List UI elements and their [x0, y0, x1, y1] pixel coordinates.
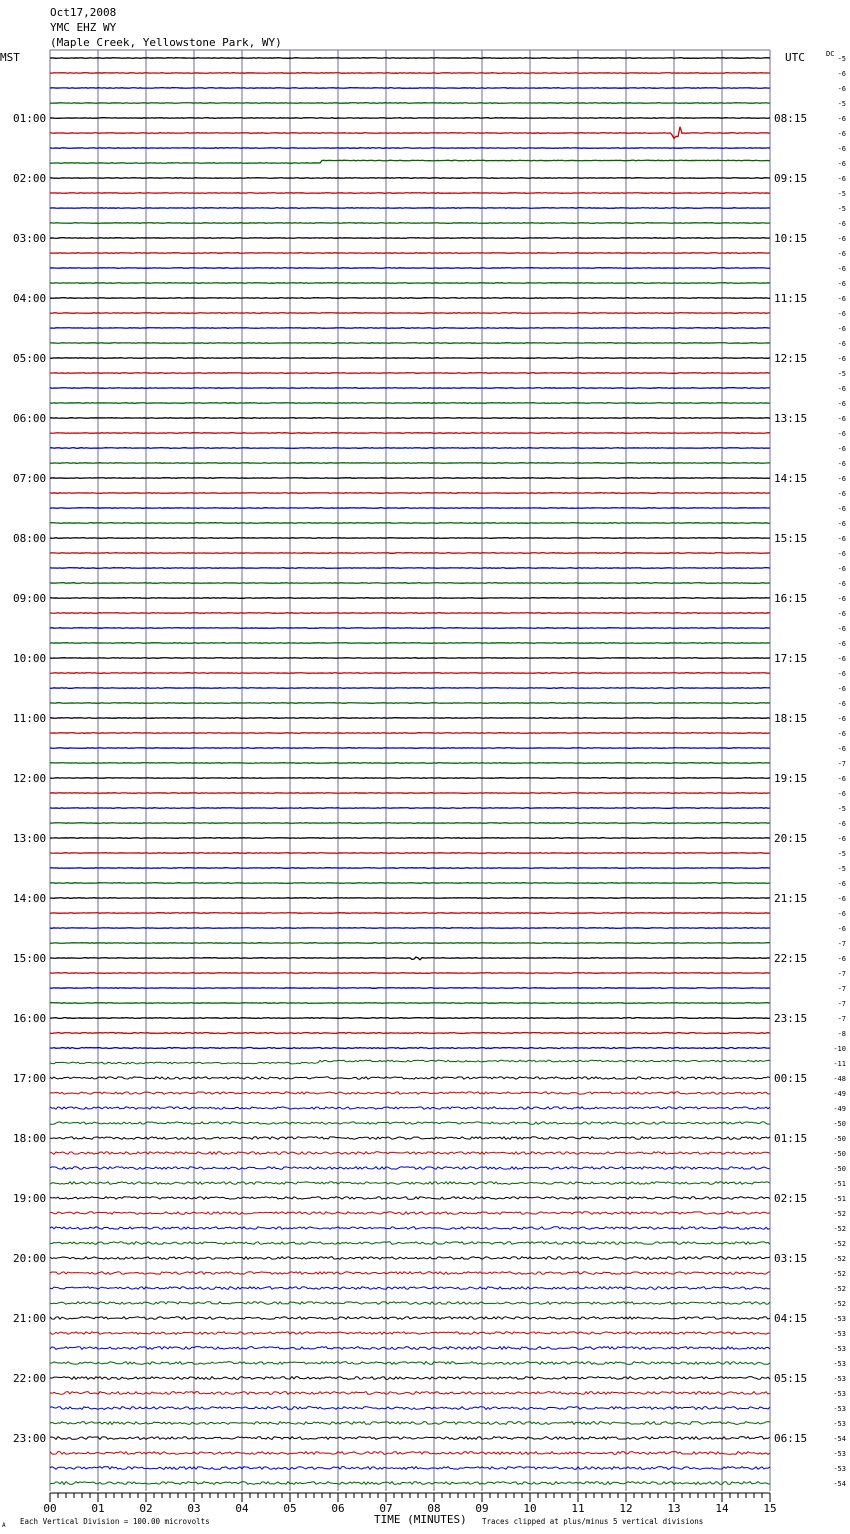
trace-36	[50, 598, 770, 599]
trace-63	[50, 1003, 770, 1004]
trace-29	[50, 493, 770, 494]
mst-label-1500: 15:00	[13, 952, 47, 965]
dc-offset-34: -6	[837, 565, 846, 573]
dc-offset-68: -48	[833, 1075, 846, 1083]
dc-offset-76: -51	[833, 1195, 846, 1203]
mst-label-2200: 22:00	[13, 1372, 47, 1385]
dc-offset-30: -6	[837, 505, 846, 513]
chart-station: YMC EHZ WY	[50, 21, 117, 34]
dc-offset-81: -52	[833, 1270, 846, 1278]
mst-label-1800: 18:00	[13, 1132, 47, 1145]
tick-label-09: 09	[475, 1502, 489, 1515]
dc-offset-28: -6	[837, 475, 846, 483]
dc-offset-18: -6	[837, 325, 846, 333]
trace-80	[50, 1257, 770, 1260]
utc-label-2215: 22:15	[774, 952, 808, 965]
dc-offset-17: -6	[837, 310, 846, 318]
trace-7	[50, 160, 770, 163]
chart-date: Oct17,2008	[50, 6, 117, 19]
dc-offset-73: -50	[833, 1150, 846, 1158]
dc-offset-11: -6	[837, 220, 846, 228]
trace-92	[50, 1437, 770, 1440]
dc-offset-59: -7	[837, 940, 846, 948]
utc-label-0115: 01:15	[774, 1132, 808, 1145]
dc-offset-1: -6	[837, 70, 846, 78]
trace-12	[50, 238, 770, 239]
mst-label-2000: 20:00	[13, 1252, 47, 1265]
trace-14	[50, 268, 770, 269]
trace-37	[50, 613, 770, 614]
trace-68	[50, 1077, 770, 1079]
dc-offset-8: -6	[837, 175, 846, 183]
mst-label-1900: 19:00	[13, 1192, 47, 1205]
trace-4	[50, 118, 770, 119]
trace-78	[50, 1227, 770, 1230]
dc-offset-21: -5	[837, 370, 846, 378]
tick-label-03: 03	[187, 1502, 201, 1515]
dc-offset-46: -6	[837, 745, 846, 753]
dc-offset-65: -8	[837, 1030, 846, 1038]
dc-offset-42: -6	[837, 685, 846, 693]
trace-75	[50, 1182, 770, 1185]
utc-label-1115: 11:15	[774, 292, 808, 305]
tick-label-00: 00	[43, 1502, 57, 1515]
trace-31	[50, 523, 770, 524]
trace-87	[50, 1362, 770, 1365]
dc-offset-61: -7	[837, 970, 846, 978]
trace-79	[50, 1242, 770, 1245]
trace-25	[50, 433, 770, 434]
trace-28	[50, 478, 770, 479]
dc-offset-77: -52	[833, 1210, 846, 1218]
tick-label-10: 10	[523, 1502, 537, 1515]
mst-label-1600: 16:00	[13, 1012, 47, 1025]
utc-label-1715: 17:15	[774, 652, 808, 665]
trace-33	[50, 553, 770, 554]
dc-offset-27: -6	[837, 460, 846, 468]
dc-offset-22: -6	[837, 385, 846, 393]
dc-offset-32: -6	[837, 535, 846, 543]
trace-41	[50, 673, 770, 674]
trace-11	[50, 223, 770, 224]
trace-6	[50, 148, 770, 149]
dc-offset-87: -53	[833, 1360, 846, 1368]
mst-label-1200: 12:00	[13, 772, 47, 785]
utc-label-0415: 04:15	[774, 1312, 808, 1325]
dc-offset-54: -5	[837, 865, 846, 873]
trace-44	[50, 718, 770, 719]
dc-offset-0: -5	[837, 55, 846, 63]
dc-offset-6: -6	[837, 145, 846, 153]
dc-offset-37: -6	[837, 610, 846, 618]
trace-26	[50, 448, 770, 449]
utc-label-1515: 15:15	[774, 532, 808, 545]
mst-label-0500: 05:00	[13, 352, 47, 365]
trace-58	[50, 928, 770, 929]
trace-84	[50, 1317, 770, 1320]
dc-offset-62: -7	[837, 985, 846, 993]
trace-42	[50, 688, 770, 689]
x-axis-title: TIME (MINUTES)	[374, 1513, 467, 1526]
mst-label-2100: 21:00	[13, 1312, 47, 1325]
trace-48	[50, 778, 770, 779]
trace-8	[50, 178, 770, 179]
trace-85	[50, 1332, 770, 1335]
tick-label-11: 11	[571, 1502, 585, 1515]
dc-offset-84: -53	[833, 1315, 846, 1323]
mst-label-1000: 10:00	[13, 652, 47, 665]
trace-86	[50, 1347, 770, 1350]
trace-46	[50, 748, 770, 749]
dc-offset-15: -6	[837, 280, 846, 288]
trace-24	[50, 418, 770, 419]
dc-offset-88: -53	[833, 1375, 846, 1383]
mst-label-1400: 14:00	[13, 892, 47, 905]
dc-offset-12: -6	[837, 235, 846, 243]
trace-93	[50, 1452, 770, 1455]
trace-74	[50, 1167, 770, 1170]
trace-53	[50, 853, 770, 854]
chart-location: (Maple Creek, Yellowstone Park, WY)	[50, 36, 282, 49]
trace-73	[50, 1152, 770, 1155]
dc-offset-79: -52	[833, 1240, 846, 1248]
dc-offset-24: -6	[837, 415, 846, 423]
trace-30	[50, 508, 770, 509]
dc-offset-47: -7	[837, 760, 846, 768]
trace-95	[50, 1482, 770, 1485]
trace-88	[50, 1377, 770, 1380]
trace-67	[50, 1060, 770, 1064]
trace-55	[50, 883, 770, 884]
dc-offset-26: -6	[837, 445, 846, 453]
dc-offset-83: -52	[833, 1300, 846, 1308]
tick-label-02: 02	[139, 1502, 153, 1515]
utc-label-0915: 09:15	[774, 172, 808, 185]
tick-label-13: 13	[667, 1502, 681, 1515]
mst-label-0300: 03:00	[13, 232, 47, 245]
mst-label-0800: 08:00	[13, 532, 47, 545]
trace-18	[50, 328, 770, 329]
utc-axis-label: UTC	[785, 51, 805, 64]
trace-81	[50, 1272, 770, 1275]
trace-89	[50, 1392, 770, 1395]
trace-34	[50, 568, 770, 569]
dc-offset-82: -52	[833, 1285, 846, 1293]
trace-90	[50, 1407, 770, 1410]
trace-65	[50, 1033, 770, 1034]
trace-45	[50, 733, 770, 734]
mst-label-0600: 06:00	[13, 412, 47, 425]
dc-offset-63: -7	[837, 1000, 846, 1008]
corner-mark: A	[2, 1522, 6, 1529]
trace-77	[50, 1212, 770, 1215]
dc-offset-92: -54	[833, 1435, 846, 1443]
dc-offset-51: -6	[837, 820, 846, 828]
trace-1	[50, 73, 770, 74]
trace-group	[50, 58, 770, 1485]
mst-axis-label: MST	[0, 51, 20, 64]
trace-94	[50, 1467, 770, 1470]
dc-offset-43: -6	[837, 700, 846, 708]
trace-72	[50, 1137, 770, 1140]
mst-label-0100: 01:00	[13, 112, 47, 125]
trace-9	[50, 193, 770, 194]
trace-2	[50, 88, 770, 89]
dc-offset-2: -6	[837, 85, 846, 93]
dc-offset-45: -6	[837, 730, 846, 738]
mst-label-2300: 23:00	[13, 1432, 47, 1445]
trace-60	[50, 957, 770, 960]
mst-label-1100: 11:00	[13, 712, 47, 725]
dc-offset-71: -50	[833, 1120, 846, 1128]
dc-offset-95: -54	[833, 1480, 846, 1488]
utc-label-1915: 19:15	[774, 772, 808, 785]
dc-offset-23: -6	[837, 400, 846, 408]
trace-57	[50, 913, 770, 914]
trace-70	[50, 1107, 770, 1109]
dc-offset-89: -53	[833, 1390, 846, 1398]
dc-offset-10: -5	[837, 205, 846, 213]
dc-offset-38: -6	[837, 625, 846, 633]
trace-39	[50, 643, 770, 644]
trace-35	[50, 583, 770, 584]
mst-tick-labels	[13, 112, 46, 1445]
dc-offset-50: -5	[837, 805, 846, 813]
utc-label-0315: 03:15	[774, 1252, 808, 1265]
trace-56	[50, 898, 770, 899]
dc-axis-label: DC	[826, 50, 835, 58]
trace-16	[50, 298, 770, 299]
dc-offset-72: -50	[833, 1135, 846, 1143]
dc-offset-13: -6	[837, 250, 846, 258]
trace-43	[50, 703, 770, 704]
trace-3	[50, 103, 770, 104]
dc-offset-29: -6	[837, 490, 846, 498]
clip-note: Traces clipped at plus/minus 5 vertical divisions	[482, 1517, 704, 1526]
trace-62	[50, 988, 770, 989]
dc-offset-91: -53	[833, 1420, 846, 1428]
dc-offset-36: -6	[837, 595, 846, 603]
tick-label-07: 07	[379, 1502, 393, 1515]
tick-label-15: 15	[763, 1502, 777, 1515]
tick-label-05: 05	[283, 1502, 297, 1515]
utc-tick-labels	[774, 112, 807, 1445]
trace-91	[50, 1422, 770, 1425]
dc-offset-58: -6	[837, 925, 846, 933]
dc-offset-93: -53	[833, 1450, 846, 1458]
dc-offset-67: -11	[833, 1060, 846, 1068]
trace-40	[50, 658, 770, 659]
dc-offset-52: -6	[837, 835, 846, 843]
minute-grid	[50, 50, 770, 1491]
dc-offset-4: -6	[837, 115, 846, 123]
trace-32	[50, 538, 770, 539]
dc-offset-74: -50	[833, 1165, 846, 1173]
trace-27	[50, 463, 770, 464]
utc-label-0815: 08:15	[774, 112, 808, 125]
trace-17	[50, 313, 770, 314]
dc-offset-35: -6	[837, 580, 846, 588]
utc-label-1615: 16:15	[774, 592, 808, 605]
trace-82	[50, 1287, 770, 1290]
utc-label-2015: 20:15	[774, 832, 808, 845]
utc-label-2315: 23:15	[774, 1012, 808, 1025]
tick-label-14: 14	[715, 1502, 729, 1515]
utc-label-1815: 18:15	[774, 712, 808, 725]
dc-offset-40: -6	[837, 655, 846, 663]
utc-label-0615: 06:15	[774, 1432, 808, 1445]
dc-offset-75: -51	[833, 1180, 846, 1188]
tick-label-08: 08	[427, 1502, 441, 1515]
trace-5	[50, 127, 770, 139]
dc-offset-20: -6	[837, 355, 846, 363]
dc-offset-3: -5	[837, 100, 846, 108]
utc-label-0015: 00:15	[774, 1072, 808, 1085]
trace-19	[50, 343, 770, 344]
dc-offset-60: -6	[837, 955, 846, 963]
mst-label-0200: 02:00	[13, 172, 47, 185]
dc-offset-70: -49	[833, 1105, 846, 1113]
dc-offset-55: -6	[837, 880, 846, 888]
dc-offset-53: -5	[837, 850, 846, 858]
dc-offset-49: -6	[837, 790, 846, 798]
dc-offset-39: -6	[837, 640, 846, 648]
dc-offset-41: -6	[837, 670, 846, 678]
dc-offset-80: -52	[833, 1255, 846, 1263]
dc-offset-9: -5	[837, 190, 846, 198]
trace-69	[50, 1092, 770, 1094]
dc-offset-66: -10	[833, 1045, 846, 1053]
utc-label-2115: 21:15	[774, 892, 808, 905]
trace-66	[50, 1048, 770, 1049]
utc-label-1315: 13:15	[774, 412, 808, 425]
trace-71	[50, 1122, 770, 1124]
trace-13	[50, 253, 770, 254]
trace-76	[50, 1197, 770, 1200]
dc-offset-56: -6	[837, 895, 846, 903]
utc-label-0515: 05:15	[774, 1372, 808, 1385]
trace-47	[50, 763, 770, 764]
scale-note: Each Vertical Division = 100.00 microvolts	[20, 1517, 210, 1526]
dc-offset-48: -6	[837, 775, 846, 783]
dc-offset-5: -6	[837, 130, 846, 138]
trace-10	[50, 208, 770, 209]
dc-offset-19: -6	[837, 340, 846, 348]
time-axis	[43, 1493, 776, 1515]
trace-22	[50, 388, 770, 389]
dc-offset-90: -53	[833, 1405, 846, 1413]
tick-label-12: 12	[619, 1502, 633, 1515]
dc-offset-78: -52	[833, 1225, 846, 1233]
dc-offset-labels	[833, 55, 846, 1488]
mst-label-0400: 04:00	[13, 292, 47, 305]
tick-label-01: 01	[91, 1502, 105, 1515]
dc-offset-44: -6	[837, 715, 846, 723]
mst-label-0700: 07:00	[13, 472, 47, 485]
dc-offset-16: -6	[837, 295, 846, 303]
dc-offset-86: -53	[833, 1345, 846, 1353]
dc-offset-7: -6	[837, 160, 846, 168]
mst-label-1700: 17:00	[13, 1072, 47, 1085]
trace-23	[50, 403, 770, 404]
trace-38	[50, 628, 770, 629]
dc-offset-25: -6	[837, 430, 846, 438]
trace-50	[50, 808, 770, 809]
mst-label-1300: 13:00	[13, 832, 47, 845]
trace-54	[50, 868, 770, 869]
trace-21	[50, 373, 770, 374]
dc-offset-69: -49	[833, 1090, 846, 1098]
utc-label-1015: 10:15	[774, 232, 808, 245]
trace-83	[50, 1302, 770, 1305]
dc-offset-94: -53	[833, 1465, 846, 1473]
trace-64	[50, 1018, 770, 1019]
utc-label-1415: 14:15	[774, 472, 808, 485]
trace-52	[50, 838, 770, 839]
trace-20	[50, 358, 770, 359]
dc-offset-33: -6	[837, 550, 846, 558]
trace-51	[50, 823, 770, 824]
tick-label-06: 06	[331, 1502, 345, 1515]
utc-label-1215: 12:15	[774, 352, 808, 365]
dc-offset-31: -6	[837, 520, 846, 528]
trace-0	[50, 58, 770, 59]
trace-61	[50, 973, 770, 974]
trace-49	[50, 793, 770, 794]
dc-offset-57: -6	[837, 910, 846, 918]
dc-offset-14: -6	[837, 265, 846, 273]
dc-offset-64: -7	[837, 1015, 846, 1023]
mst-label-0900: 09:00	[13, 592, 47, 605]
trace-15	[50, 283, 770, 284]
utc-label-0215: 02:15	[774, 1192, 808, 1205]
dc-offset-85: -53	[833, 1330, 846, 1338]
trace-59	[50, 943, 770, 944]
tick-label-04: 04	[235, 1502, 249, 1515]
